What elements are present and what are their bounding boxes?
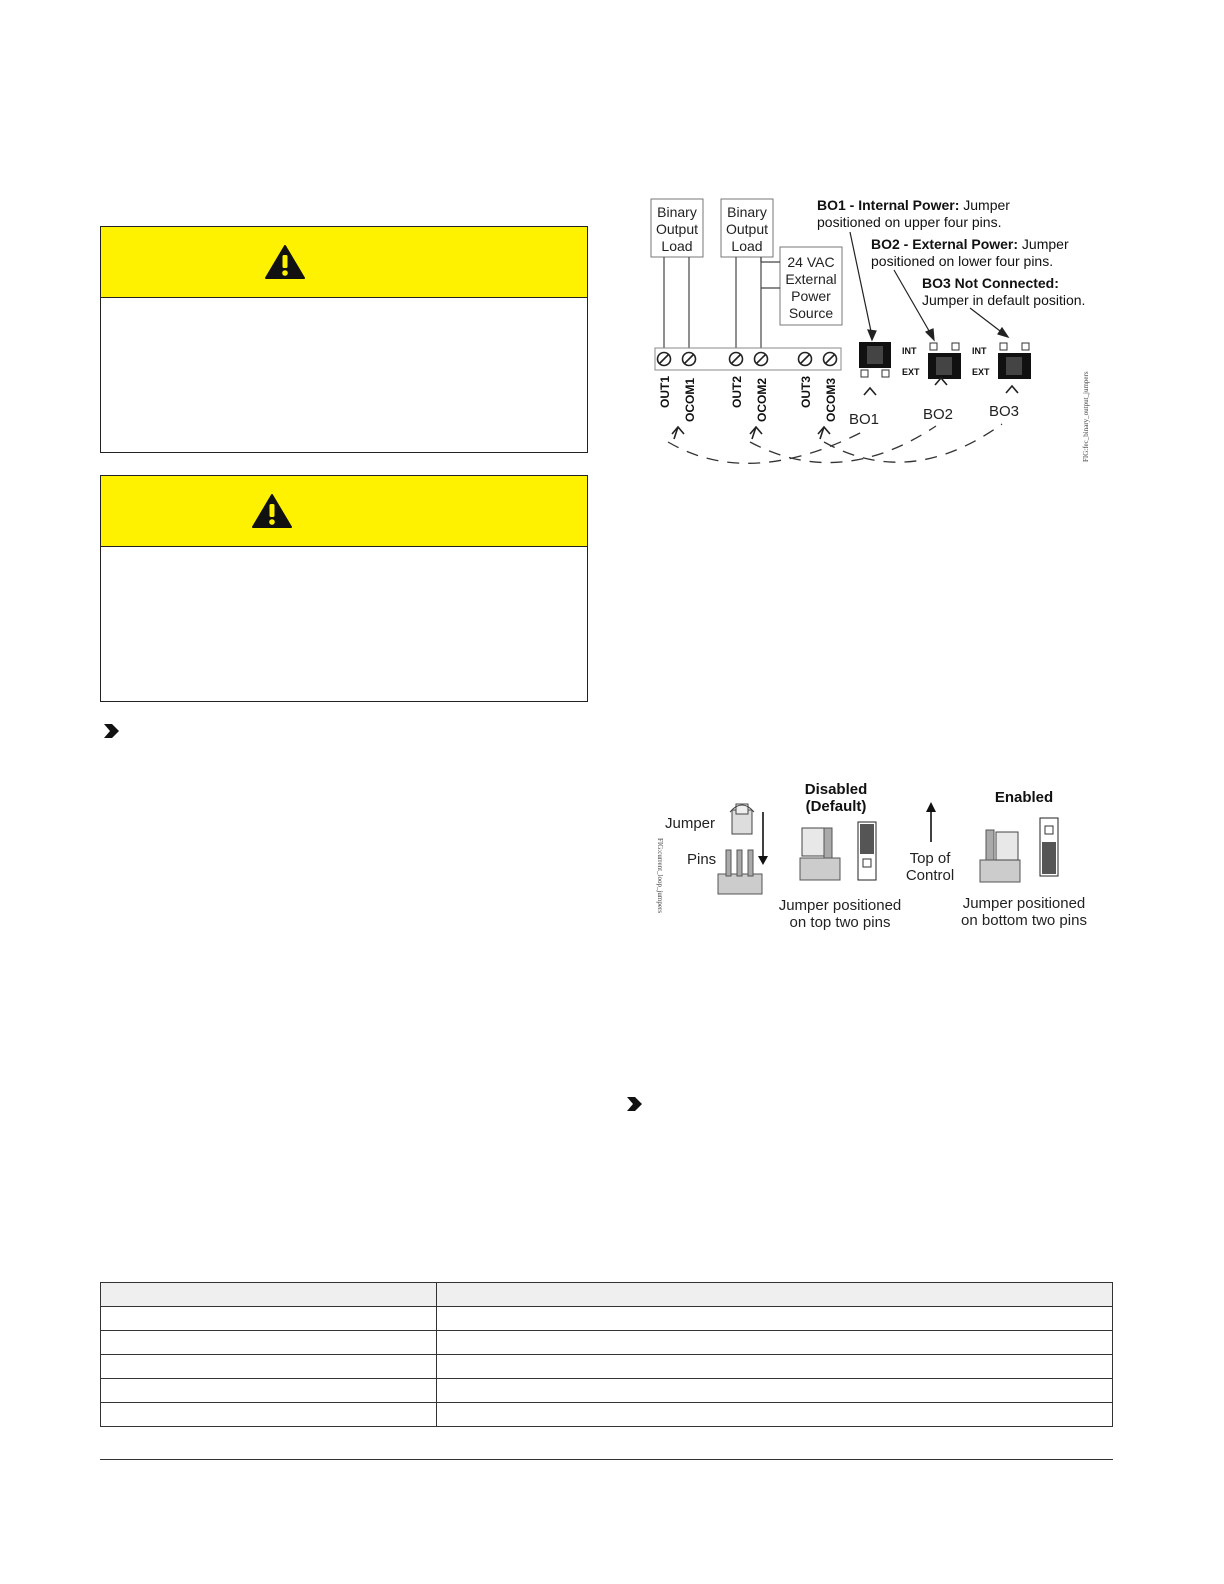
table-cell bbox=[437, 1331, 1113, 1355]
bo3-callout: BO3 Not Connected: bbox=[922, 275, 1059, 291]
note-chevron-icon bbox=[104, 724, 120, 738]
table-cell bbox=[437, 1379, 1113, 1403]
enabled-caption1: Jumper positioned bbox=[962, 895, 1086, 912]
terminal-ocom3: OCOM3 bbox=[824, 377, 838, 422]
power-line3: Power bbox=[791, 288, 831, 304]
top-of-label: Top of bbox=[909, 850, 951, 867]
int-label-2: INT bbox=[972, 346, 987, 356]
table-row bbox=[101, 1331, 1113, 1355]
bo2-jumper bbox=[928, 343, 961, 379]
enabled-caption2: on bottom two pins bbox=[961, 912, 1087, 929]
default-label: (Default) bbox=[805, 798, 867, 815]
terminal-ocom1: OCOM1 bbox=[683, 377, 697, 422]
table-header-cell bbox=[101, 1283, 437, 1307]
note-chevron-icon bbox=[627, 1097, 643, 1111]
control-label: Control bbox=[905, 867, 955, 884]
figure-id-2: FIG:current_loop_jumpers bbox=[656, 838, 664, 914]
int-label-1: INT bbox=[902, 346, 917, 356]
jumper-label: Jumper bbox=[665, 815, 716, 832]
figure-id-1: FIG:fec_binary_output_jumpers bbox=[1082, 371, 1090, 462]
table-row bbox=[101, 1403, 1113, 1427]
footer-rule bbox=[100, 1459, 1113, 1460]
table-cell bbox=[437, 1307, 1113, 1331]
jumper-illustration bbox=[730, 804, 754, 834]
terminal-ocom2: OCOM2 bbox=[755, 377, 769, 422]
terminal-out2: OUT2 bbox=[730, 375, 744, 408]
warning-triangle-icon bbox=[264, 244, 306, 280]
terminal-out3: OUT3 bbox=[799, 375, 813, 408]
bo1-callout-line2: positioned on upper four pins. bbox=[817, 214, 1002, 230]
table-cell bbox=[101, 1355, 437, 1379]
table-cell bbox=[101, 1379, 437, 1403]
bo1-callout: BO1 - Internal Power: Jumper bbox=[817, 197, 1010, 213]
warning-box-1 bbox=[100, 226, 588, 453]
power-line1: 24 VAC bbox=[787, 254, 835, 270]
load1-line1: Binary bbox=[657, 204, 697, 220]
bo3-jumper bbox=[998, 343, 1031, 379]
load1-line2: Output bbox=[655, 221, 699, 237]
power-line2: External bbox=[785, 271, 837, 287]
load1-line3: Load bbox=[661, 238, 693, 254]
table-cell bbox=[101, 1403, 437, 1427]
bo1-jumper bbox=[859, 342, 891, 377]
disabled-caption2: on top two pins bbox=[789, 914, 891, 931]
jumper-label-bo1: BO1 bbox=[848, 411, 880, 428]
table-cell bbox=[101, 1331, 437, 1355]
bo2-callout: BO2 - External Power: Jumper bbox=[871, 236, 1069, 252]
warning-triangle-icon bbox=[251, 493, 293, 529]
disabled-caption1: Jumper positioned bbox=[778, 897, 902, 914]
table-cell bbox=[437, 1403, 1113, 1427]
warning-header bbox=[101, 476, 587, 547]
bo2-callout-line2: positioned on lower four pins. bbox=[871, 253, 1054, 269]
specification-table bbox=[100, 1282, 1113, 1427]
power-line4: Source bbox=[788, 305, 834, 321]
binary-output-jumper-figure bbox=[640, 190, 1100, 480]
load2-line1: Binary bbox=[727, 204, 767, 220]
disabled-jumper-illustration bbox=[800, 828, 840, 880]
table-cell bbox=[437, 1355, 1113, 1379]
terminal-out1: OUT1 bbox=[658, 375, 672, 408]
enabled-jumper-illustration bbox=[980, 830, 1020, 882]
warning-box-2 bbox=[100, 475, 588, 702]
pins-label: Pins bbox=[687, 851, 717, 868]
jumper-label-bo2: BO2 bbox=[922, 406, 954, 423]
table-row bbox=[101, 1307, 1113, 1331]
load2-line2: Output bbox=[725, 221, 769, 237]
table-cell bbox=[101, 1307, 437, 1331]
ext-label-2: EXT bbox=[972, 367, 990, 377]
warning-header bbox=[101, 227, 587, 298]
table-header-cell bbox=[437, 1283, 1113, 1307]
jumper-label-bo3: BO3 bbox=[988, 403, 1020, 420]
table-header-row bbox=[101, 1283, 1113, 1307]
current-loop-jumper-figure bbox=[650, 776, 1100, 936]
table-row bbox=[101, 1379, 1113, 1403]
disabled-label: Disabled bbox=[804, 781, 868, 798]
load2-line3: Load bbox=[731, 238, 763, 254]
enabled-label: Enabled bbox=[994, 789, 1054, 806]
ext-label-1: EXT bbox=[902, 367, 920, 377]
bo3-callout-line2: Jumper in default position. bbox=[922, 292, 1086, 308]
pins-illustration bbox=[718, 850, 762, 894]
table-row bbox=[101, 1355, 1113, 1379]
